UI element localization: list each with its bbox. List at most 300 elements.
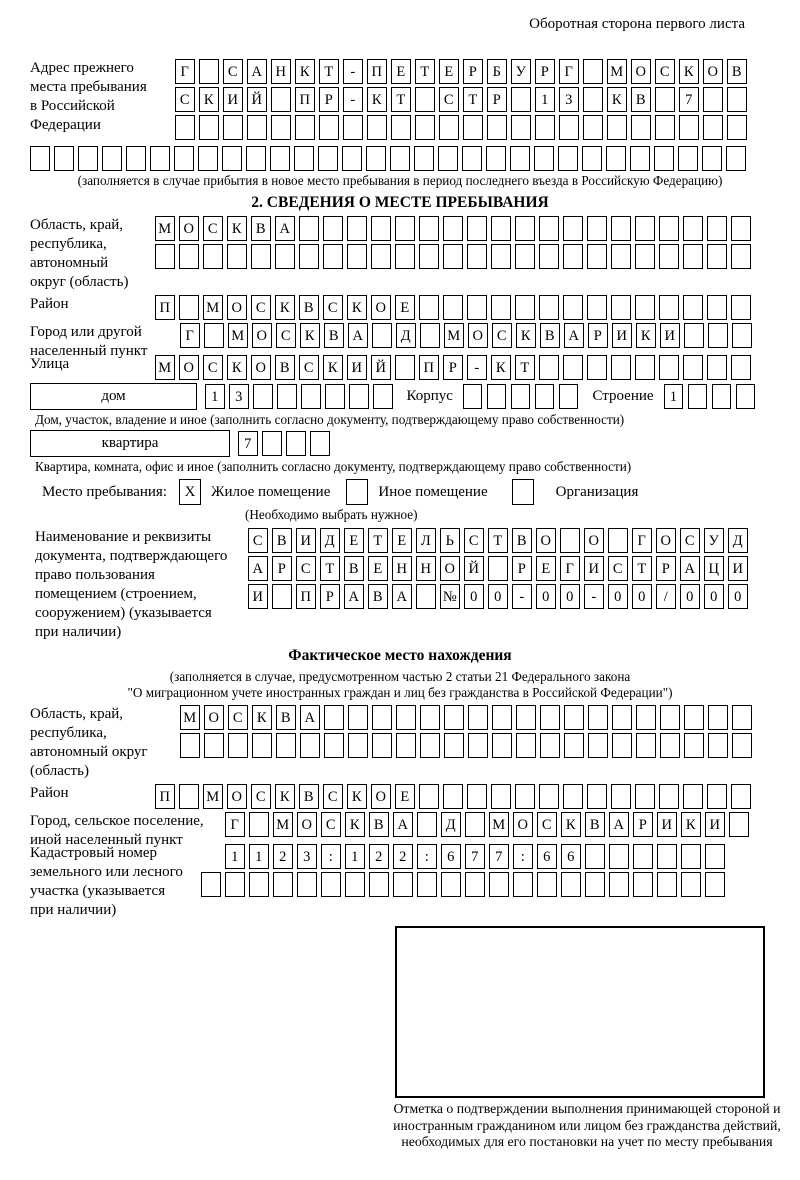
char-box: П (419, 355, 439, 380)
char-row (155, 216, 751, 241)
char-box: В (585, 812, 605, 837)
char-box (391, 115, 411, 140)
char-box (540, 705, 560, 730)
char-box: О (204, 705, 224, 730)
char-box: В (299, 784, 319, 809)
char-box (731, 244, 751, 269)
char-box: Л (416, 528, 436, 553)
checkbox-other-premises (346, 479, 368, 505)
char-box (635, 355, 655, 380)
char-box: К (275, 784, 295, 809)
document-label: Наименование и реквизиты документа, подтверждающего право пользования помещением (строением, сооружением) (указывается при наличии) (35, 529, 228, 640)
char-box: 7 (238, 431, 258, 456)
char-box: 3 (297, 844, 317, 869)
district-block (30, 295, 770, 320)
char-box (372, 323, 392, 348)
char-box (203, 244, 223, 269)
char-box (323, 244, 343, 269)
char-box: 0 (464, 584, 484, 609)
char-box: О (371, 784, 391, 809)
char-box (585, 844, 605, 869)
char-box: Г (175, 59, 195, 84)
char-box (587, 244, 607, 269)
char-box: У (704, 528, 724, 553)
apartment-box: квартира (30, 430, 230, 457)
char-box (395, 216, 415, 241)
char-box: С (223, 59, 243, 84)
char-box (155, 244, 175, 269)
char-box: - (512, 584, 532, 609)
char-box: А (247, 59, 267, 84)
document-block (30, 528, 770, 642)
char-box: П (295, 87, 315, 112)
char-box: И (223, 87, 243, 112)
char-box (655, 87, 675, 112)
char-box (199, 115, 219, 140)
char-box (539, 355, 559, 380)
char-box (660, 733, 680, 758)
char-box: Е (391, 59, 411, 84)
char-row (238, 431, 330, 456)
char-box: Д (728, 528, 748, 553)
char-box (491, 244, 511, 269)
char-box (635, 784, 655, 809)
char-box: К (347, 784, 367, 809)
char-box (564, 705, 584, 730)
char-box (417, 812, 437, 837)
district-label: Район (30, 296, 69, 312)
char-box: А (300, 705, 320, 730)
char-box (467, 295, 487, 320)
char-box (295, 115, 315, 140)
char-box (612, 705, 632, 730)
city-label: Город или другой населенный пункт (30, 324, 148, 359)
char-box: М (444, 323, 464, 348)
char-box: В (276, 705, 296, 730)
char-box (587, 355, 607, 380)
char-box: А (275, 216, 295, 241)
char-box (659, 355, 679, 380)
char-box (564, 733, 584, 758)
region-rows (155, 216, 751, 272)
char-box (324, 733, 344, 758)
char-box: 2 (369, 844, 389, 869)
char-box (516, 705, 536, 730)
char-box: К (516, 323, 536, 348)
char-box: Е (368, 556, 388, 581)
char-box: Е (536, 556, 556, 581)
char-box: К (300, 323, 320, 348)
char-box (419, 244, 439, 269)
char-box (489, 872, 509, 897)
char-box (321, 872, 341, 897)
cadastre-label: Кадастровый номер земельного или лесного участка (указывается при наличии) (30, 845, 183, 918)
char-box: П (367, 59, 387, 84)
char-box (199, 59, 219, 84)
char-box: С (321, 812, 341, 837)
char-box (659, 216, 679, 241)
char-box (415, 115, 435, 140)
prev-address-label: Адрес прежнего места пребывания в Российской Федерации (30, 60, 147, 133)
char-box (684, 733, 704, 758)
char-box (611, 355, 631, 380)
char-box: В (272, 528, 292, 553)
char-box (608, 528, 628, 553)
house-box: дом (30, 383, 197, 410)
char-box (702, 146, 722, 171)
document-rows (248, 528, 748, 612)
char-row (155, 295, 751, 320)
checkbox-residential: X (179, 479, 201, 505)
char-box (636, 733, 656, 758)
char-box (301, 384, 321, 409)
char-box: К (607, 87, 627, 112)
char-box: М (180, 705, 200, 730)
char-box (175, 115, 195, 140)
char-box (515, 216, 535, 241)
stamp-box (395, 926, 765, 1098)
char-box (683, 355, 703, 380)
actual-location-title: Фактическое место нахождения (288, 647, 512, 664)
char-box: И (660, 323, 680, 348)
char-box: К (275, 295, 295, 320)
char-box: Р (633, 812, 653, 837)
option-residential-label: Жилое помещение (211, 483, 331, 500)
char-row (248, 584, 748, 609)
char-box (707, 784, 727, 809)
char-box (659, 244, 679, 269)
char-box: 0 (608, 584, 628, 609)
char-box (468, 705, 488, 730)
street-label: Улица (30, 356, 70, 372)
char-box: О (252, 323, 272, 348)
char-box: Е (395, 295, 415, 320)
char-box (660, 705, 680, 730)
char-box: Р (319, 87, 339, 112)
char-box (443, 784, 463, 809)
char-box (606, 146, 626, 171)
char-box (369, 872, 389, 897)
char-box: О (227, 295, 247, 320)
char-box (393, 872, 413, 897)
apartment-caption: Квартира, комната, офис и иное (заполнить согласно документу, подтверждающему право собственности) (35, 459, 632, 474)
char-box (270, 146, 290, 171)
char-box: Б (487, 59, 507, 84)
char-row (248, 556, 748, 581)
char-box (419, 216, 439, 241)
char-box (396, 733, 416, 758)
char-box: К (679, 59, 699, 84)
char-box (325, 384, 345, 409)
char-box (444, 705, 464, 730)
char-box (583, 87, 603, 112)
prev-address-caption: (заполняется в случае прибытия в новое место пребывания в период последнего въезда в Российскую Федерацию) (77, 173, 723, 188)
char-box (419, 295, 439, 320)
char-box: А (248, 556, 268, 581)
prev-address-rows (175, 59, 747, 143)
char-box: С (203, 216, 223, 241)
char-box: В (540, 323, 560, 348)
region2-block (30, 705, 770, 781)
char-box (201, 872, 221, 897)
char-box (731, 355, 751, 380)
char-box (736, 384, 756, 409)
char-box: Р (272, 556, 292, 581)
char-box: - (343, 59, 363, 84)
char-row (155, 244, 751, 269)
char-box: О (227, 784, 247, 809)
char-box (262, 431, 282, 456)
char-box (659, 295, 679, 320)
char-box (631, 115, 651, 140)
char-box (539, 244, 559, 269)
char-box (463, 384, 483, 409)
char-box: Г (560, 556, 580, 581)
char-box (372, 705, 392, 730)
char-box: К (227, 355, 247, 380)
char-box (444, 733, 464, 758)
char-box (491, 784, 511, 809)
char-box: 3 (229, 384, 249, 409)
char-box: М (155, 355, 175, 380)
char-box: К (491, 355, 511, 380)
char-box (515, 784, 535, 809)
char-box (227, 244, 247, 269)
char-box (559, 115, 579, 140)
char-box (563, 355, 583, 380)
char-box (78, 146, 98, 171)
char-box (465, 872, 485, 897)
char-box: Е (439, 59, 459, 84)
char-box: С (251, 295, 271, 320)
option-organization-label: Организация (555, 483, 639, 500)
char-box: К (636, 323, 656, 348)
char-box: Н (392, 556, 412, 581)
char-box (654, 146, 674, 171)
char-box: Т (320, 556, 340, 581)
char-box (563, 784, 583, 809)
char-row (664, 384, 756, 409)
char-box (587, 784, 607, 809)
char-box (150, 146, 170, 171)
char-box (366, 146, 386, 171)
char-box: В (275, 355, 295, 380)
char-box (286, 431, 306, 456)
char-box: В (299, 295, 319, 320)
char-box: А (392, 584, 412, 609)
char-box (707, 216, 727, 241)
char-box (417, 872, 437, 897)
char-box: О (371, 295, 391, 320)
char-box: О (703, 59, 723, 84)
char-box (683, 244, 703, 269)
char-row (225, 812, 749, 837)
char-box (373, 384, 393, 409)
char-box: - (467, 355, 487, 380)
char-box (539, 295, 559, 320)
char-box (275, 244, 295, 269)
char-box (559, 384, 579, 409)
char-box (486, 146, 506, 171)
char-box (712, 384, 732, 409)
char-box: С (175, 87, 195, 112)
char-box: - (584, 584, 604, 609)
stay-type-label: Место пребывания: (42, 483, 167, 500)
char-box (487, 384, 507, 409)
char-box (708, 733, 728, 758)
char-box (416, 584, 436, 609)
char-box: О (179, 355, 199, 380)
char-box (684, 705, 704, 730)
char-box (488, 556, 508, 581)
house-caption: Дом, участок, владение и иное (заполнить согласно документу, подтверждающему право собственности) (35, 412, 625, 427)
char-box (371, 244, 391, 269)
char-box (539, 216, 559, 241)
char-box: Ц (704, 556, 724, 581)
char-box (657, 872, 677, 897)
char-box: 0 (728, 584, 748, 609)
char-box: 6 (537, 844, 557, 869)
char-box (726, 146, 746, 171)
char-box: С (251, 784, 271, 809)
char-box (348, 705, 368, 730)
char-box: О (179, 216, 199, 241)
char-box: Д (320, 528, 340, 553)
char-box (563, 244, 583, 269)
char-box (492, 733, 512, 758)
char-box: 2 (393, 844, 413, 869)
char-box (633, 872, 653, 897)
char-box (705, 844, 725, 869)
char-box: 0 (632, 584, 652, 609)
char-box (732, 323, 752, 348)
char-box (534, 146, 554, 171)
char-box (419, 784, 439, 809)
char-box: С (203, 355, 223, 380)
char-box: 7 (465, 844, 485, 869)
char-box: Й (371, 355, 391, 380)
char-box (372, 733, 392, 758)
char-box (659, 784, 679, 809)
char-box: Р (656, 556, 676, 581)
char-box: В (512, 528, 532, 553)
header-note: Оборотная сторона первого листа (529, 16, 745, 32)
char-box (611, 784, 631, 809)
char-box: 0 (680, 584, 700, 609)
char-box (515, 244, 535, 269)
char-box (371, 216, 391, 241)
char-box: К (227, 216, 247, 241)
char-box (635, 216, 655, 241)
char-box (467, 784, 487, 809)
char-box (395, 244, 415, 269)
char-box: Г (180, 323, 200, 348)
char-box: П (155, 784, 175, 809)
char-box (180, 733, 200, 758)
char-box (179, 295, 199, 320)
char-box (708, 323, 728, 348)
char-box: Й (247, 87, 267, 112)
char-box (319, 115, 339, 140)
char-box (611, 295, 631, 320)
char-box: С (464, 528, 484, 553)
char-row (248, 528, 748, 553)
char-box: А (344, 584, 364, 609)
cadastre-rows (225, 844, 725, 900)
char-box: О (631, 59, 651, 84)
char-box (347, 244, 367, 269)
char-box: Г (225, 812, 245, 837)
char-box (420, 733, 440, 758)
char-box (443, 295, 463, 320)
char-box: Ь (440, 528, 460, 553)
char-box: 6 (561, 844, 581, 869)
char-box: С (323, 784, 343, 809)
char-box: Т (463, 87, 483, 112)
char-box: А (393, 812, 413, 837)
char-box: К (252, 705, 272, 730)
city2-label: Город, сельское поселение, иной населенный пункт (30, 813, 204, 848)
char-box: К (367, 87, 387, 112)
char-box: О (656, 528, 676, 553)
char-box (537, 872, 557, 897)
char-box: 1 (205, 384, 225, 409)
char-box: И (296, 528, 316, 553)
char-box (297, 872, 317, 897)
char-box: 7 (489, 844, 509, 869)
char-box (635, 295, 655, 320)
char-box (583, 59, 603, 84)
char-box: С (608, 556, 628, 581)
char-box (492, 705, 512, 730)
char-row (155, 355, 751, 380)
char-box: С (439, 87, 459, 112)
char-box: К (295, 59, 315, 84)
char-box: - (343, 87, 363, 112)
char-box: П (155, 295, 175, 320)
char-box: : (513, 844, 533, 869)
char-box: С (296, 556, 316, 581)
district2-block (30, 784, 770, 809)
char-box (731, 295, 751, 320)
char-box: М (489, 812, 509, 837)
char-box: А (680, 556, 700, 581)
char-row (180, 733, 752, 758)
char-box: К (561, 812, 581, 837)
char-box (563, 295, 583, 320)
char-box (535, 115, 555, 140)
char-box (179, 244, 199, 269)
char-box: Т (368, 528, 388, 553)
char-box (174, 146, 194, 171)
char-box (585, 872, 605, 897)
char-box (272, 584, 292, 609)
char-box: О (536, 528, 556, 553)
char-box (467, 216, 487, 241)
char-box: О (251, 355, 271, 380)
char-box (582, 146, 602, 171)
char-box (511, 384, 531, 409)
char-box (463, 115, 483, 140)
char-box (198, 146, 218, 171)
char-box (583, 115, 603, 140)
char-box: Г (559, 59, 579, 84)
char-box: К (323, 355, 343, 380)
char-box: И (248, 584, 268, 609)
char-box: Т (488, 528, 508, 553)
char-box: К (345, 812, 365, 837)
char-box: 0 (536, 584, 556, 609)
